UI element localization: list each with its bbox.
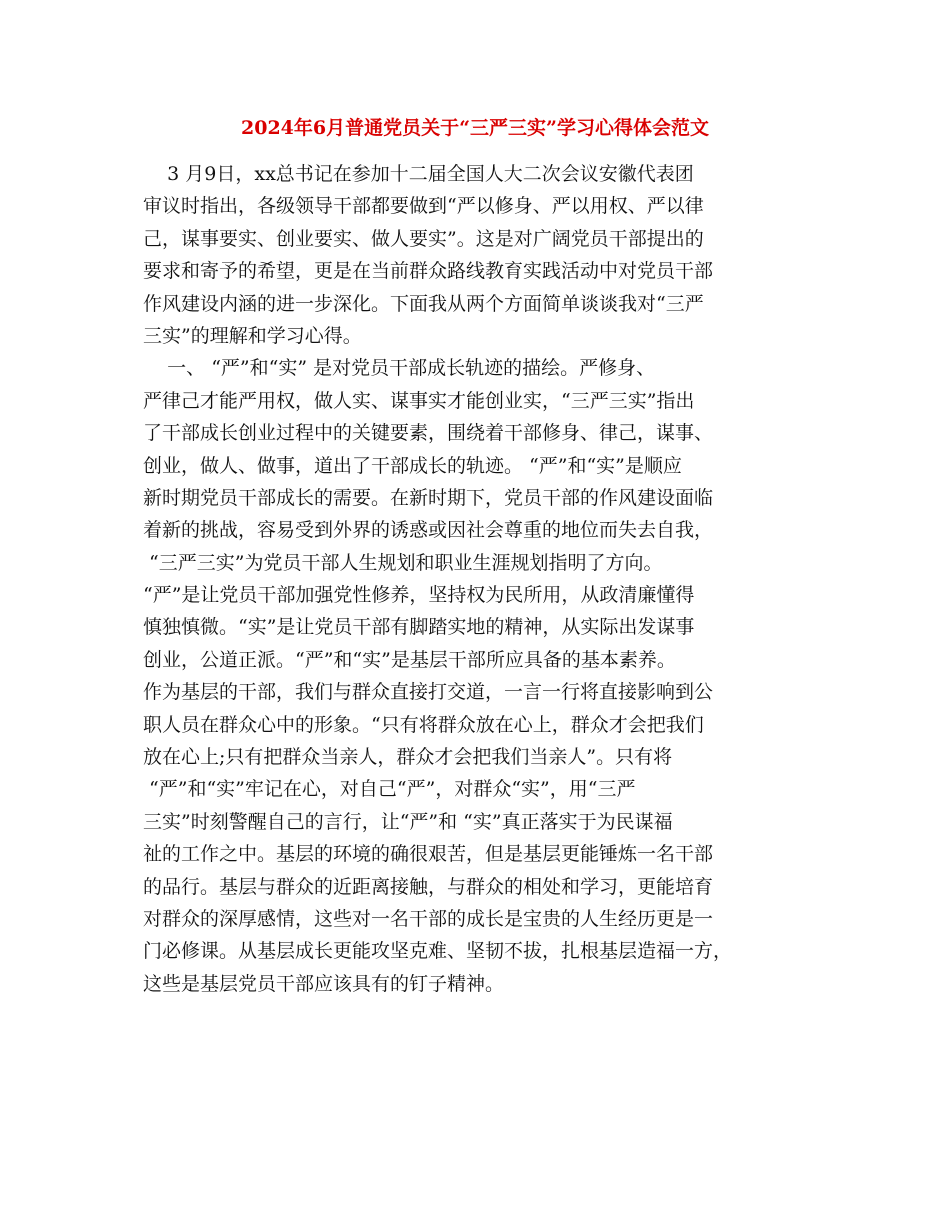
text-line: 严律己才能严用权，做人实、谋事实才能创业实，“三严三实”指出	[143, 389, 695, 412]
text-line: 新时期党员干部成长的需要。在新时期下，党员干部的作风建设面临	[143, 486, 714, 509]
text-line: 着新的挑战，容易受到外界的诱惑或因社会尊重的地位而失去自我，	[143, 519, 714, 542]
text-line: 审议时指出，各级领导干部都要做到“严以修身、严以用权、严以律	[143, 195, 704, 218]
text-line: 作为基层的干部，我们与群众直接打交道，一言一行将直接影响到公	[143, 681, 714, 704]
text-line: 创业，做人、做事，道出了干部成长的轨迹。 “严”和“实”是顺应	[143, 454, 682, 477]
text-line: 己，谋事要实、创业要实、做人要实”。这是对广阔党员干部提出的	[143, 227, 704, 250]
text-line: 祉的工作之中。基层的环境的确很艰苦，但是基层更能锤炼一名干部	[143, 843, 714, 866]
text-line: “严”是让党员干部加强党性修养，坚持权为民所用，从政清廉懂得	[143, 584, 695, 607]
text-line: 放在心上;只有把群众当亲人，群众才会把我们当亲人”。只有将	[143, 746, 673, 769]
text-line: 3 月9日，xx总书记在参加十二届全国人大二次会议安徽代表团	[143, 163, 694, 185]
text-line: 这些是基层党员干部应该具有的钉子精神。	[143, 972, 505, 995]
text-line: 创业，公道正派。“严”和“实”是基层干部所应具备的基本素养。	[143, 648, 676, 671]
text-line: 门必修课。从基层成长更能攻坚克难、坚韧不拔，扎根基层造福一方，	[143, 940, 733, 963]
text-line: 的品行。基层与群众的近距离接触，与群众的相处和学习，更能培育	[143, 875, 714, 898]
text-line: 作风建设内涵的进一步深化。下面我从两个方面简单谈谈我对“三严	[143, 292, 704, 315]
text-line: 了干部成长创业过程中的关键要素，围绕着干部修身、律己，谋事、	[143, 422, 714, 445]
text-line: 三实”时刻警醒自己的言行，让“严”和 “实”真正落实于为民谋福	[143, 810, 673, 833]
text-line: 三实”的理解和学习心得。	[143, 324, 362, 347]
text-line: “三严三实”为党员干部人生规划和职业生涯规划指明了方向。	[143, 551, 663, 574]
document-title: 2024年6月普通党员关于“三严三实”学习心得体会范文	[241, 117, 709, 139]
text-line: 慎独慎微。“实”是让党员干部有脚踏实地的精神，从实际出发谋事	[143, 616, 695, 639]
text-line: 要求和寄予的希望，更是在当前群众路线教育实践活动中对党员干部	[143, 260, 714, 283]
text-line: “严”和“实”牢记在心，对自己“严”，对群众“实”，用“三严	[143, 778, 636, 801]
text-line: 一、 “严”和“实” 是对党员干部成长轨迹的描绘。严修身、	[143, 357, 656, 380]
document-body	[143, 158, 803, 1000]
text-line: 职人员在群众心中的形象。“只有将群众放在心上，群众才会把我们	[143, 713, 704, 736]
text-line: 对群众的深厚感情，这些对一名干部的成长是宝贵的人生经历更是一	[143, 907, 714, 930]
